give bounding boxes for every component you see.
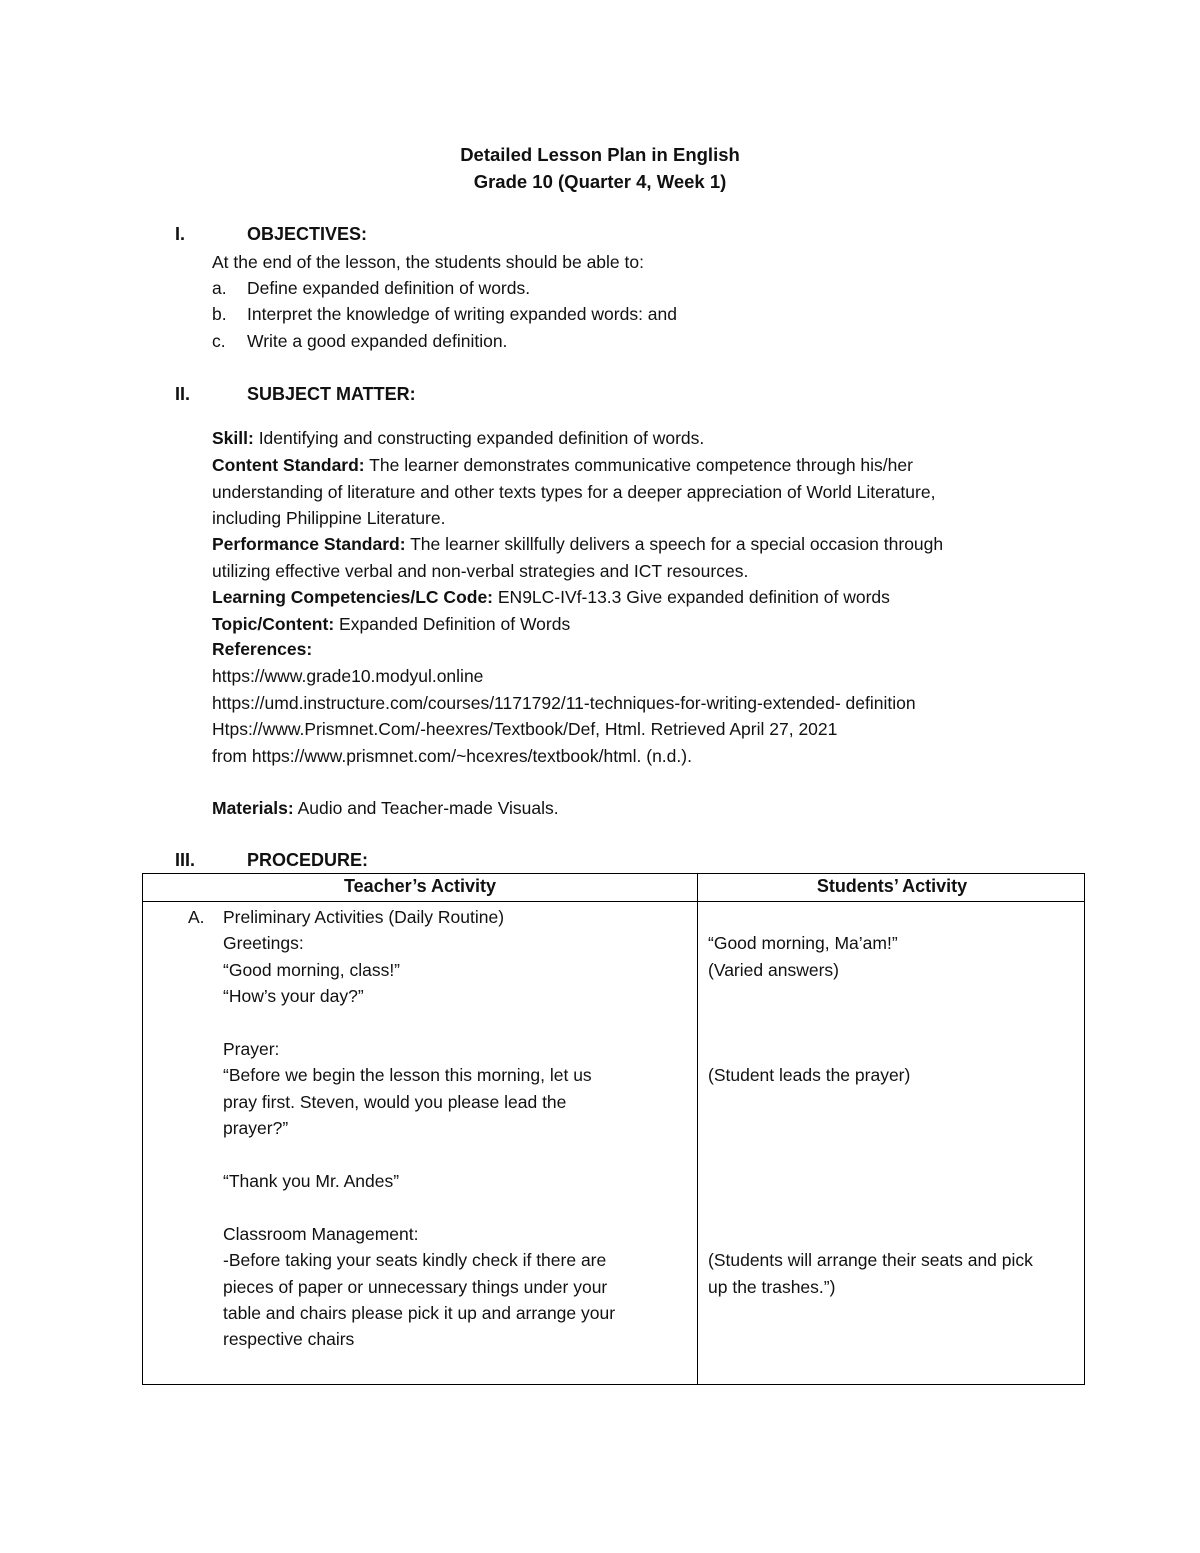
column-header-students: Students’ Activity xyxy=(816,876,968,896)
teacher-line: “Before we begin the lesson this morning, let us xyxy=(223,1065,592,1085)
performance-standard-text: The learner skillfully delivers a speech for a special occasion through xyxy=(405,534,944,554)
skill-line xyxy=(212,428,704,449)
step-marker: A. xyxy=(188,907,205,927)
teacher-line: Classroom Management: xyxy=(223,1224,419,1244)
content-standard-label: Content Standard: xyxy=(212,455,365,475)
section-numeral: II. xyxy=(175,384,191,404)
section-label: SUBJECT MATTER: xyxy=(247,384,416,404)
student-line: “Good morning, Ma’am!” xyxy=(708,933,898,953)
objectives-intro: At the end of the lesson, the students should be able to: xyxy=(212,252,644,272)
list-marker: c. xyxy=(212,331,226,351)
content-standard-line xyxy=(212,455,913,476)
content-standard-text-3: including Philippine Literature. xyxy=(212,508,446,528)
materials-line xyxy=(212,798,559,819)
list-marker: a. xyxy=(212,278,227,298)
materials-text: Audio and Teacher-made Visuals. xyxy=(293,798,559,818)
teacher-line: “Thank you Mr. Andes” xyxy=(223,1171,400,1191)
teacher-line: prayer?” xyxy=(223,1118,289,1138)
reference-item: from https://www.prismnet.com/~hcexres/textbook/html. (n.d.). xyxy=(212,746,692,766)
teacher-line: -Before taking your seats kindly check if there are xyxy=(223,1250,607,1270)
skill-text: Identifying and constructing expanded definition of words. xyxy=(253,428,705,448)
references-label xyxy=(212,639,312,660)
header-divider xyxy=(143,901,1084,902)
teacher-line: Preliminary Activities (Daily Routine) xyxy=(223,907,505,927)
student-line: (Student leads the prayer) xyxy=(708,1065,911,1085)
column-divider xyxy=(697,874,698,1384)
skill-label: Skill: xyxy=(212,428,254,448)
content-standard-text: The learner demonstrates communicative competence through his/her xyxy=(364,455,913,475)
reference-item: https://www.grade10.modyul.online xyxy=(212,666,484,686)
list-text: Write a good expanded definition. xyxy=(247,331,508,351)
section-numeral: I. xyxy=(175,224,186,244)
topic-line xyxy=(212,614,570,635)
student-line: up the trashes.”) xyxy=(708,1277,836,1297)
teacher-line: Greetings: xyxy=(223,933,304,953)
list-text: Define expanded definition of words. xyxy=(247,278,531,298)
competency-text: EN9LC-IVf-13.3 Give expanded definition of words xyxy=(493,587,890,607)
performance-standard-text-2: utilizing effective verbal and non-verbal strategies and ICT resources. xyxy=(212,561,749,581)
student-line: (Varied answers) xyxy=(708,960,839,980)
list-text: Interpret the knowledge of writing expanded words: and xyxy=(247,304,677,324)
teacher-line: “How’s your day?” xyxy=(223,986,364,1006)
student-line: (Students will arrange their seats and pick xyxy=(708,1250,1033,1270)
procedure-table xyxy=(142,873,1085,1385)
performance-standard-label: Performance Standard: xyxy=(212,534,406,554)
references-label-text: References: xyxy=(212,639,313,659)
topic-label: Topic/Content: xyxy=(212,614,335,634)
performance-standard-line xyxy=(212,534,943,555)
document-title: Detailed Lesson Plan in English xyxy=(460,144,740,165)
teacher-line: Prayer: xyxy=(223,1039,280,1059)
teacher-line: pray first. Steven, would you please lead the xyxy=(223,1092,567,1112)
teacher-line: respective chairs xyxy=(223,1329,355,1349)
teacher-line: “Good morning, class!” xyxy=(223,960,401,980)
section-label: PROCEDURE: xyxy=(247,850,369,870)
document-subtitle: Grade 10 (Quarter 4, Week 1) xyxy=(473,171,727,192)
content-standard-text-2: understanding of literature and other texts types for a deeper appreciation of World Literature, xyxy=(212,482,936,502)
competency-line xyxy=(212,587,890,608)
column-header-teacher: Teacher’s Activity xyxy=(343,876,497,896)
teacher-line: pieces of paper or unnecessary things under your xyxy=(223,1277,608,1297)
reference-item: https://umd.instructure.com/courses/1171792/11-techniques-for-writing-extended- definition xyxy=(212,693,916,713)
section-numeral: III. xyxy=(175,850,196,870)
topic-text: Expanded Definition of Words xyxy=(334,614,571,634)
competency-label: Learning Competencies/LC Code: xyxy=(212,587,494,607)
section-label: OBJECTIVES: xyxy=(247,224,368,244)
teacher-line: table and chairs please pick it up and arrange your xyxy=(223,1303,616,1323)
list-marker: b. xyxy=(212,304,227,324)
reference-item: Htps://www.Prismnet.Com/-heexres/Textbook/Def, Html. Retrieved April 27, 2021 xyxy=(212,719,838,739)
materials-label: Materials: xyxy=(212,798,294,818)
